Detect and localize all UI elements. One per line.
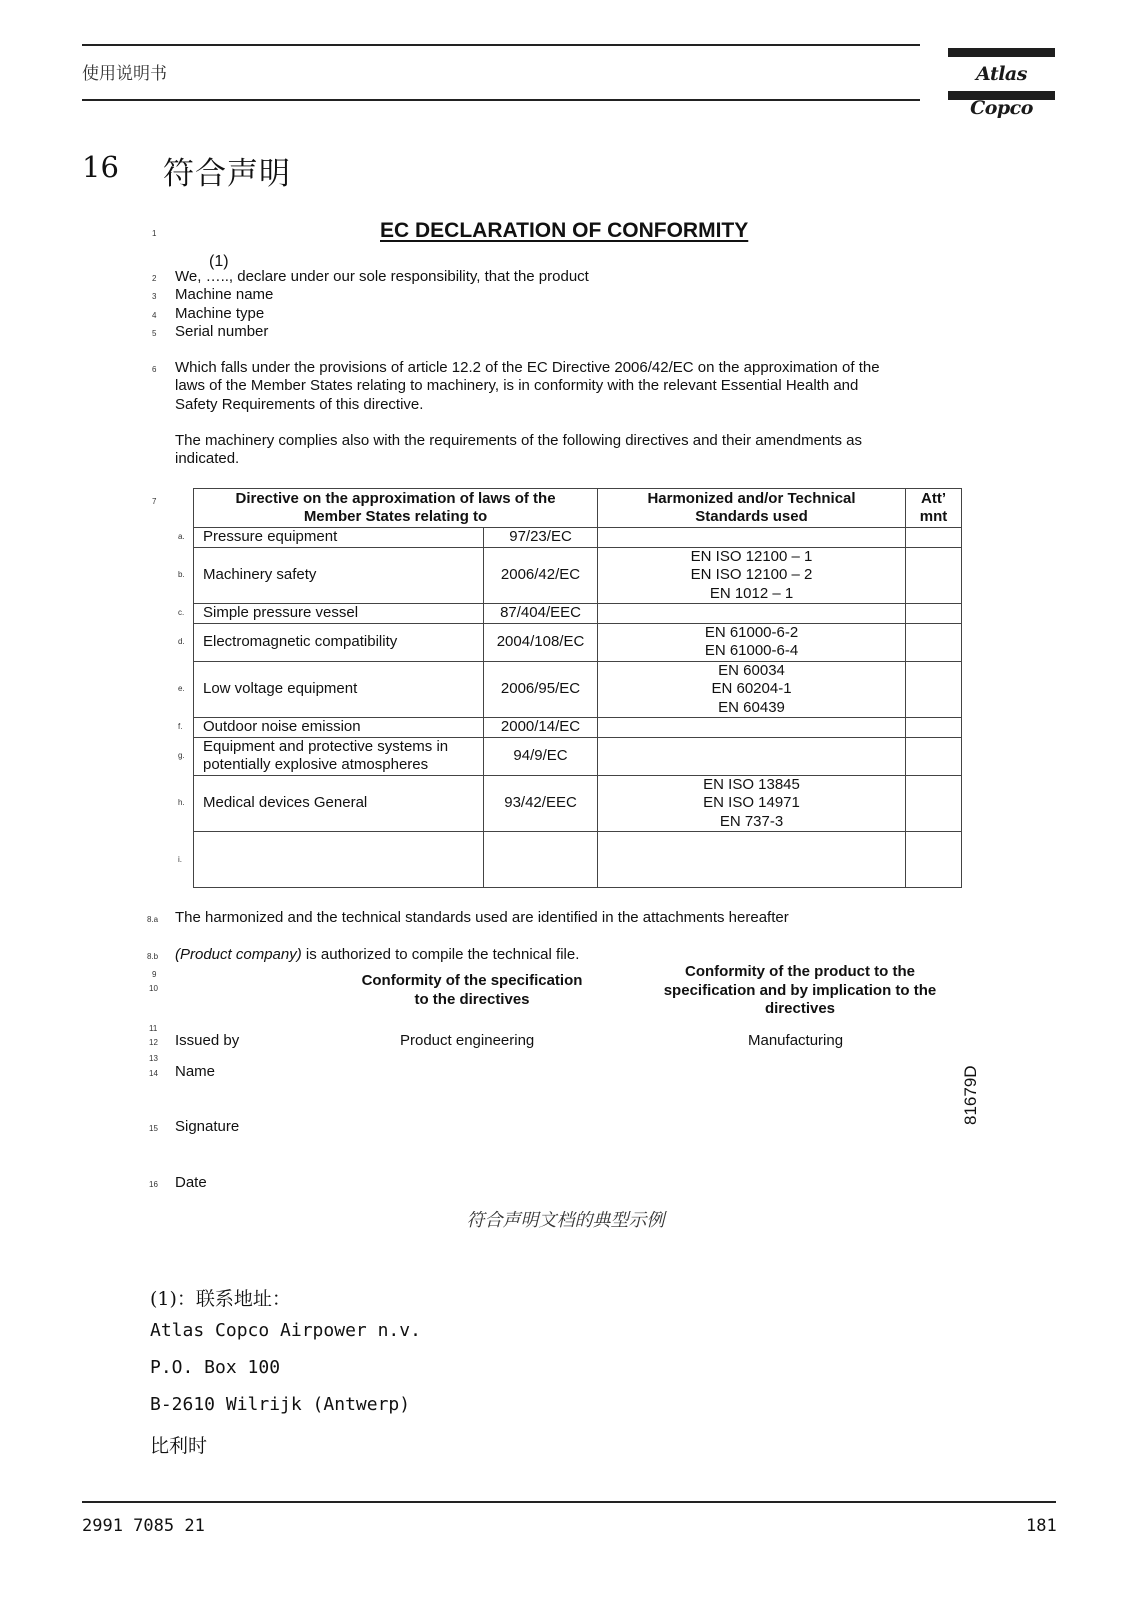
directive-name-cell: g. Equipment and protective systems in potentially explosive atmospheres (194, 737, 484, 775)
directive-name-cell (178, 832, 484, 888)
machine-name-label: Machine name (175, 286, 274, 303)
manufacturing-label: Manufacturing (748, 1032, 844, 1049)
table-row (194, 718, 962, 738)
attachment-header: Att’ mnt (906, 489, 962, 528)
we-marker: (1) (209, 253, 229, 270)
table-row (194, 832, 962, 888)
attachment-cell (906, 623, 962, 661)
footer-rule (82, 1501, 1056, 1503)
also-complies-line: The machinery complies also with the requirements of the following directives and their amendments as (175, 432, 862, 449)
directive-code-cell: 2004/108/EC (484, 623, 598, 661)
directive-code-cell: 94/9/EC (484, 737, 598, 775)
table-row (194, 775, 962, 832)
contact-label: (1)：联系地址： (150, 1288, 291, 1310)
line-number: 13 (149, 1054, 158, 1063)
row-letter: a. (178, 532, 185, 541)
date-label: Date (175, 1174, 207, 1191)
row-letter: b. (178, 570, 185, 579)
footer-doc-number: 2991 7085 21 (82, 1516, 205, 1536)
line-number: 12 (149, 1038, 158, 1047)
row-letter: f. (178, 722, 183, 731)
header-bottom-rule (82, 99, 920, 101)
serial-number-label: Serial number (175, 323, 269, 340)
line-number: 14 (149, 1069, 158, 1078)
name-label: Name (175, 1063, 216, 1080)
standards-cell (598, 737, 906, 775)
line-number: 15 (149, 1124, 158, 1133)
line-number: 8.a (147, 915, 159, 924)
table-row (194, 623, 962, 661)
contact-line: Atlas Copco Airpower n.v. (150, 1320, 421, 1341)
line-number: 9 (152, 970, 157, 979)
issued-by-label: Issued by (175, 1032, 240, 1049)
attachment-cell (906, 718, 962, 738)
standards-cell (598, 832, 906, 888)
line-number: 8.b (147, 952, 159, 961)
directive-code-cell: 97/23/EC (484, 528, 598, 548)
attachment-cell (906, 661, 962, 718)
line-number: 5 (152, 329, 157, 338)
product-engineering-label: Product engineering (400, 1032, 535, 1049)
directive-name-cell: b. Machinery safety (194, 547, 484, 604)
row-letter: h. (178, 798, 185, 807)
line-number: 6 (152, 365, 157, 374)
contact-line: P.O. Box 100 (150, 1357, 281, 1378)
atlas-copco-logo: Atlas Copco (948, 48, 1055, 100)
note-8b: (Product company) is authorized to compile the technical file. (175, 946, 580, 963)
standards-cell: EN 60034 EN 60204-1 EN 60439 (598, 661, 906, 718)
standards-header: Harmonized and/or Technical Standards used (598, 489, 906, 528)
header-top-rule (82, 44, 920, 46)
table-row (194, 604, 962, 624)
also-complies-line: indicated. (175, 450, 240, 467)
figure-caption: 符合声明文档的典型示例 (466, 1210, 665, 1231)
directive-code-cell: 87/404/EEC (484, 604, 598, 624)
line-number: 16 (149, 1180, 158, 1189)
table-row (194, 661, 962, 718)
directive-code-cell: 2006/42/EC (484, 547, 598, 604)
we-declare-line: We, ….., declare under our sole responsibility, that the product (175, 268, 589, 285)
row-letter: c. (178, 608, 185, 617)
table-row (194, 547, 962, 604)
attachment-cell (906, 547, 962, 604)
directive-name-cell: d. Electromagnetic compatibility (194, 623, 484, 661)
standards-cell: EN ISO 13845 EN ISO 14971 EN 737-3 (598, 775, 906, 832)
row-letter: i. (178, 854, 182, 864)
table-row (194, 528, 962, 548)
row-letter: d. (178, 636, 185, 646)
contact-line: 比利时 (150, 1435, 208, 1457)
declaration-title: EC DECLARATION OF CONFORMITY (380, 219, 749, 242)
para6-line: laws of the Member States relating to machinery, is in conformity with the relevant Essential Health and (175, 377, 859, 394)
header-title: 使用说明书 (82, 64, 167, 84)
conformity-product-header: Conformity of the product to the specification and by implication to the directives (663, 963, 937, 1017)
footer-page-number: 181 (1026, 1516, 1057, 1536)
document-code: 81679D (961, 1065, 980, 1125)
attachment-cell (906, 737, 962, 775)
table-header-row (194, 489, 962, 528)
attachment-cell (906, 528, 962, 548)
standards-cell (598, 604, 906, 624)
table-row (194, 737, 962, 775)
line-number: 2 (152, 274, 157, 283)
contact-line: B-2610 Wilrijk (Antwerp) (150, 1394, 411, 1415)
directive-header: Directive on the approximation of laws of the Member States relating to (194, 489, 598, 528)
section-number: 16 (82, 150, 119, 184)
standards-cell (598, 528, 906, 548)
line-number: 3 (152, 292, 157, 301)
section-title: 符合声明 (163, 156, 291, 192)
standards-cell: EN 61000-6-2 EN 61000-6-4 (598, 623, 906, 661)
directive-name-cell: a. Pressure equipment (194, 528, 484, 548)
signature-label: Signature (175, 1118, 240, 1135)
directives-table (178, 488, 962, 888)
directive-code-cell: 93/42/EEC (484, 775, 598, 832)
directive-name-cell: c. Simple pressure vessel (194, 604, 484, 624)
row-letter: e. (178, 684, 185, 693)
directive-code-cell: 2006/95/EC (484, 661, 598, 718)
conformity-spec-header: Conformity of the specification to the directives (361, 972, 583, 1008)
line-number: 11 (149, 1024, 158, 1033)
line-number: 4 (152, 311, 157, 320)
directive-name-cell: h. Medical devices General (194, 775, 484, 832)
standards-cell (598, 718, 906, 738)
row-letter: g. (178, 750, 185, 760)
directive-code-cell: 2000/14/EC (484, 718, 598, 738)
line-number: 1 (152, 229, 157, 238)
line-number: 10 (149, 984, 158, 993)
line-number: 7 (152, 497, 157, 506)
attachment-cell (906, 775, 962, 832)
standards-cell: EN ISO 12100 – 1 EN ISO 12100 – 2 EN 1012 – 1 (598, 547, 906, 604)
directive-name-cell: f. Outdoor noise emission (194, 718, 484, 738)
machine-type-label: Machine type (175, 305, 265, 322)
note-8a: The harmonized and the technical standards used are identified in the attachments hereafter (175, 909, 789, 926)
directive-name-cell: e. Low voltage equipment (194, 661, 484, 718)
para6-line: Which falls under the provisions of article 12.2 of the EC Directive 2006/42/EC on the approximation of the (175, 359, 880, 376)
directive-code-cell (484, 832, 598, 888)
para6-line: Safety Requirements of this directive. (175, 396, 424, 413)
attachment-cell (906, 604, 962, 624)
attachment-cell (906, 832, 962, 888)
